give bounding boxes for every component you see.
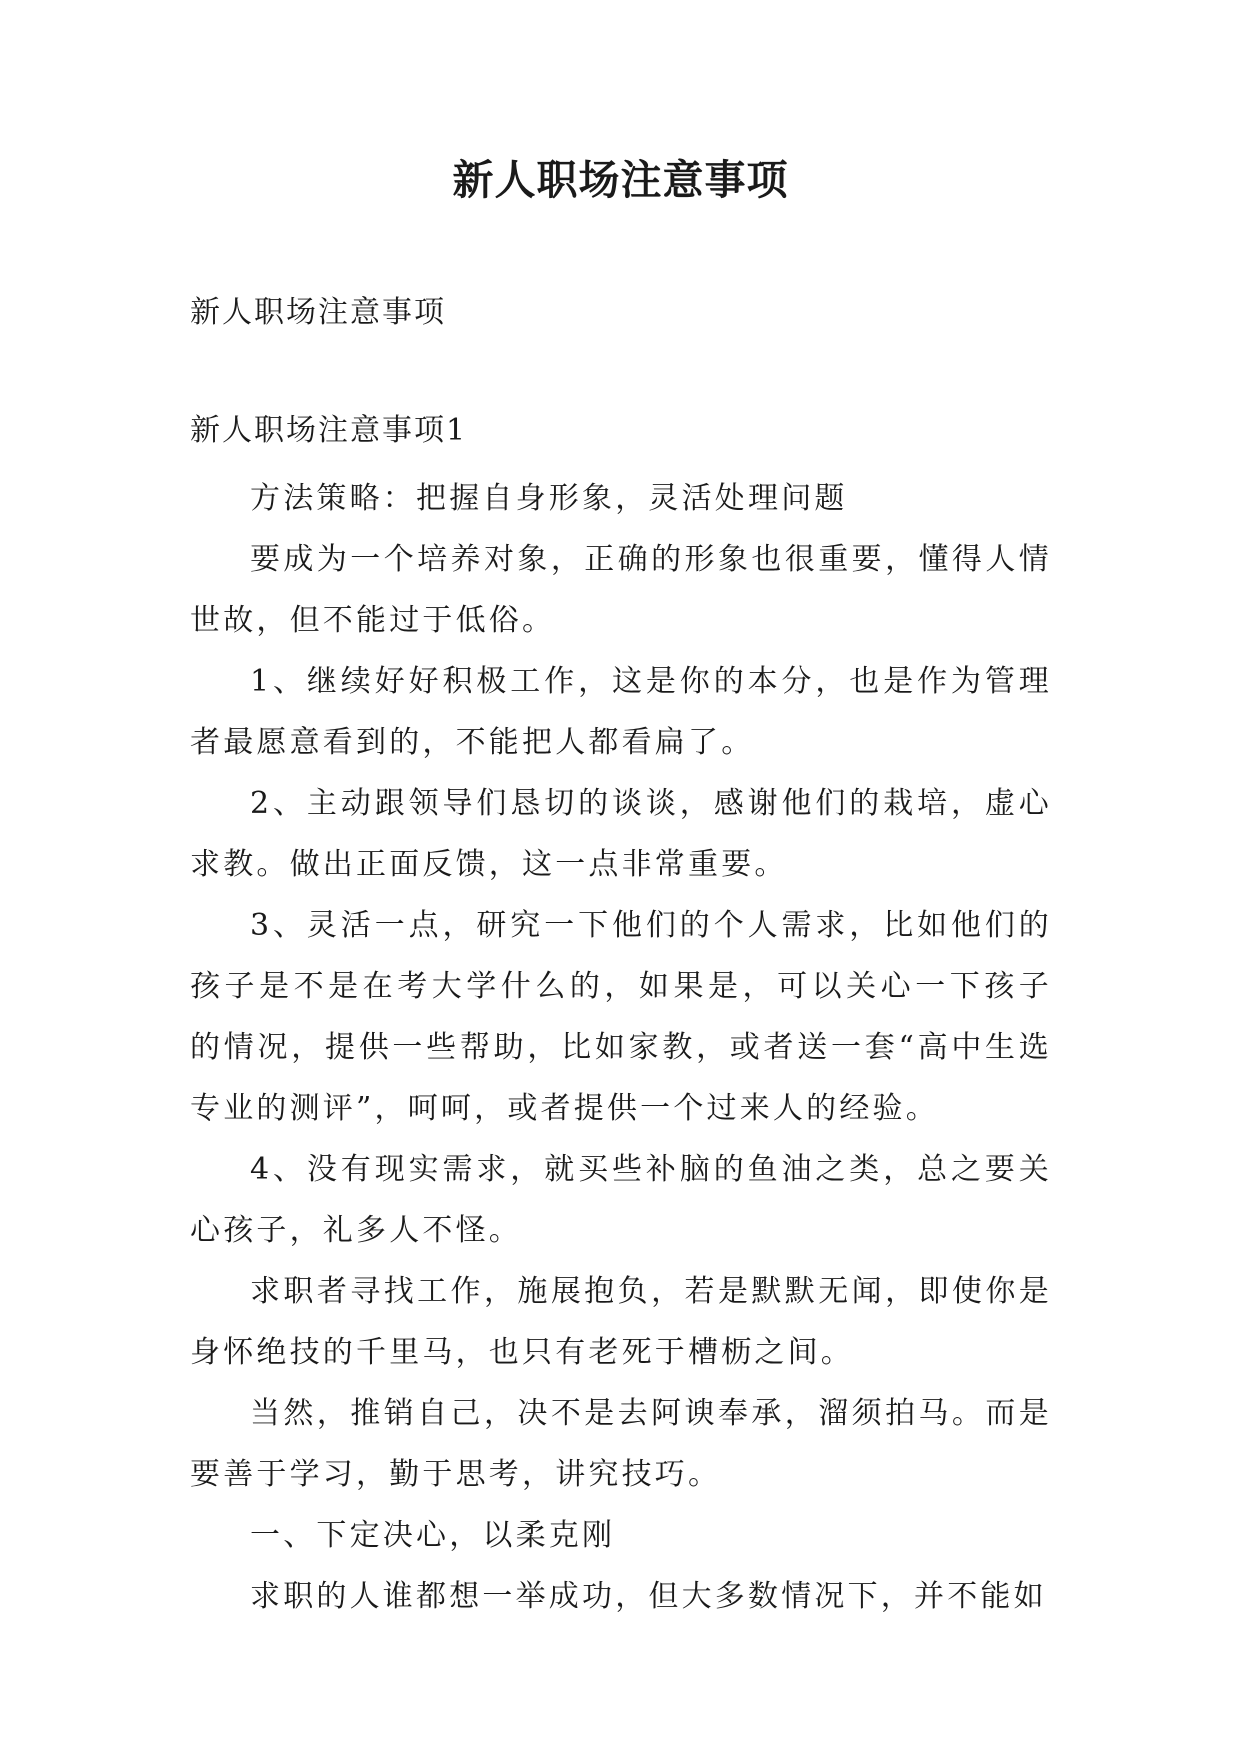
paragraph: 求职者寻找工作，施展抱负，若是默默无闻，即使你是身怀绝技的千里马，也只有老死于槽枥之间。: [190, 1274, 1052, 1370]
paragraph: 要成为一个培养对象，正确的形象也很重要，懂得人情世故，但不能过于低俗。: [190, 542, 1052, 638]
paragraph: 2、主动跟领导们恳切的谈谈，感谢他们的栽培，虚心求教。做出正面反馈，这一点非常重要。: [190, 786, 1052, 882]
paragraph: 4、没有现实需求，就买些补脑的鱼油之类，总之要关心孩子，礼多人不怪。: [190, 1152, 1052, 1248]
body-text: [190, 468, 1052, 1627]
paragraph: 当然，推销自己，决不是去阿谀奉承，溜须拍马。而是要善于学习，勤于思考，讲究技巧。: [190, 1396, 1052, 1492]
paragraph: 1、继续好好积极工作，这是你的本分，也是作为管理者最愿意看到的，不能把人都看扁了。: [190, 664, 1052, 760]
paragraph: 方法策略：把握自身形象，灵活处理问题: [250, 481, 848, 516]
document-subtitle: 新人职场注意事项: [190, 295, 446, 330]
section-heading: 新人职场注意事项1: [190, 413, 468, 448]
document-title: 新人职场注意事项: [452, 156, 789, 204]
paragraph: 3、灵活一点，研究一下他们的个人需求，比如他们的孩子是不是在考大学什么的，如果是，可以关心一下孩子的情况，提供一些帮助，比如家教，或者送一套“高中生选专业的测评”，呵呵，或者提供一个过来人的经验。: [190, 908, 1052, 1126]
paragraph: 一、下定决心，以柔克刚: [250, 1518, 616, 1553]
paragraph: 求职的人谁都想一举成功，但大多数情况下，并不能如: [250, 1579, 1047, 1614]
